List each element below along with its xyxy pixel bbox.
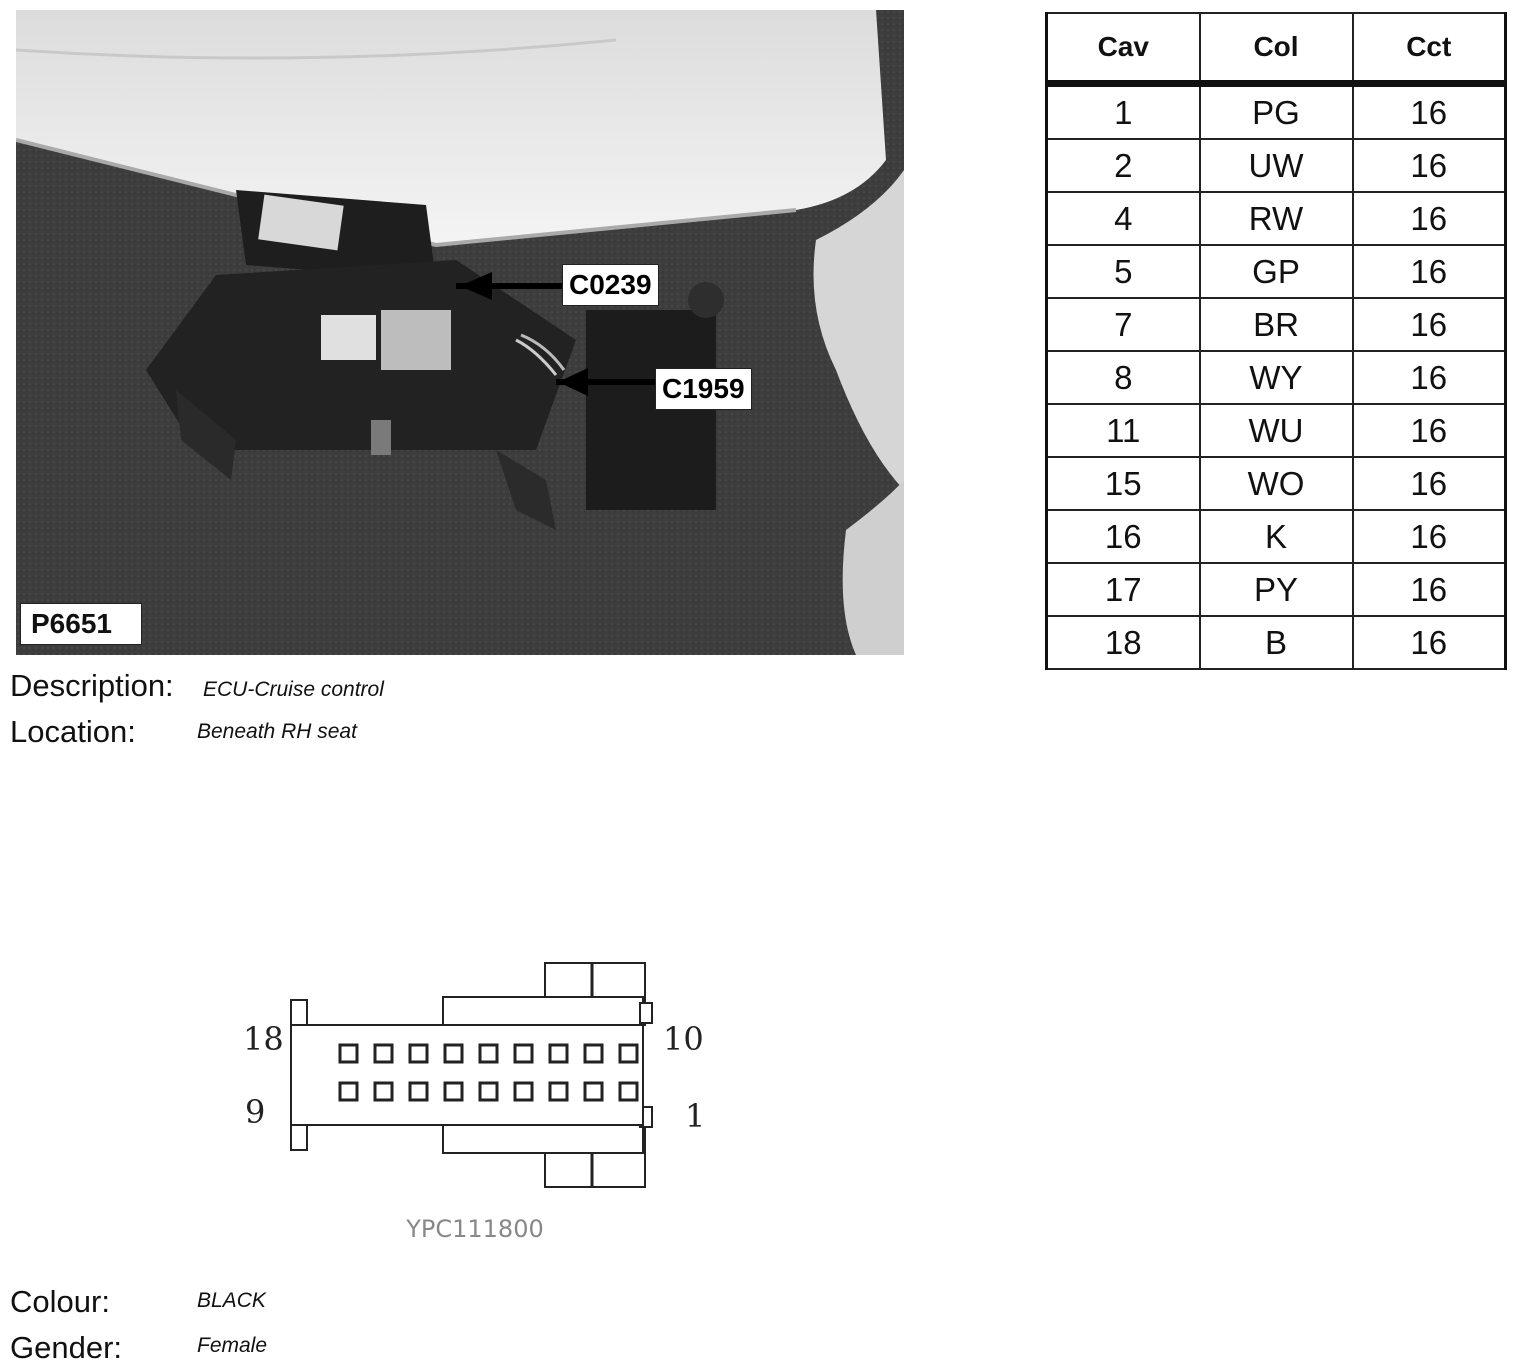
pin-cavity [585,1083,602,1100]
callout-c1959: C1959 [655,368,752,410]
cell-cct: 16 [1353,298,1506,351]
header-cct: Cct [1353,13,1506,84]
cell-cct: 16 [1353,139,1506,192]
cell-col: GP [1200,245,1353,298]
connector-body [291,1025,643,1125]
cell-cav: 7 [1047,298,1200,351]
cell-col: UW [1200,139,1353,192]
pin-cavity [340,1083,357,1100]
table-row [1047,84,1506,140]
cell-cct: 16 [1353,351,1506,404]
component-photo [16,10,904,655]
cell-col: RW [1200,192,1353,245]
table-row [1047,351,1506,404]
cell-cav: 1 [1047,84,1200,140]
table-row [1047,404,1506,457]
top-rib [443,997,643,1025]
cell-col: B [1200,616,1353,669]
colour-value: BLACK [197,1289,266,1312]
gender-label: Gender: [10,1330,123,1365]
location-label: Location: [10,714,136,749]
pin-cavity [375,1083,392,1100]
header-col: Col [1200,13,1353,84]
pin-cavity [550,1045,567,1062]
pin-label-9: 9 [245,1093,266,1131]
pin-cavity [620,1083,637,1100]
pin-table [1045,12,1507,670]
pin-cavity [480,1045,497,1062]
cell-cav: 15 [1047,457,1200,510]
pin-cavity [375,1045,392,1062]
pin-cavity [585,1045,602,1062]
table-row [1047,616,1506,669]
cell-cav: 2 [1047,139,1200,192]
cell-cav: 11 [1047,404,1200,457]
location-value: Beneath RH seat [197,720,357,743]
table-row [1047,457,1506,510]
cell-cav: 4 [1047,192,1200,245]
cell-col: WY [1200,351,1353,404]
pin-label-10: 10 [663,1020,704,1058]
pin-cavity [620,1045,637,1062]
cell-col: WO [1200,457,1353,510]
pin-table-header [1047,13,1506,84]
description-label: Description: [10,668,174,703]
colour-label: Colour: [10,1284,110,1319]
pin-cavity [515,1083,532,1100]
part-number: YPC111800 [406,1215,544,1243]
cell-cct: 16 [1353,245,1506,298]
pin-label-1: 1 [685,1097,706,1135]
cell-cct: 16 [1353,616,1506,669]
connector-diagram [235,955,725,1255]
header-cav: Cav [1047,13,1200,84]
description-value: ECU-Cruise control [203,678,384,701]
photo-reference: P6651 [20,603,142,645]
cell-cct: 16 [1353,563,1506,616]
cell-col: PG [1200,84,1353,140]
cell-cct: 16 [1353,457,1506,510]
pin-cavity [515,1045,532,1062]
cell-col: WU [1200,404,1353,457]
gender-value: Female [197,1334,268,1357]
pin-cavity [340,1045,357,1062]
table-row [1047,139,1506,192]
pin-label-18: 18 [243,1020,284,1058]
photo-illustration [16,10,904,655]
cell-cav: 18 [1047,616,1200,669]
pin-cavity [445,1083,462,1100]
pin-cavity [445,1045,462,1062]
cell-cav: 16 [1047,510,1200,563]
cell-cav: 8 [1047,351,1200,404]
callout-c0239: C0239 [562,264,659,306]
cell-col: K [1200,510,1353,563]
pin-cavity [410,1083,427,1100]
pin-cavity [550,1083,567,1100]
cell-cct: 16 [1353,192,1506,245]
bottom-rib [443,1125,643,1153]
cell-cav: 5 [1047,245,1200,298]
table-row [1047,298,1506,351]
table-row [1047,510,1506,563]
cell-cct: 16 [1353,510,1506,563]
table-row [1047,563,1506,616]
table-row [1047,192,1506,245]
cell-cct: 16 [1353,404,1506,457]
cell-cct: 16 [1353,84,1506,140]
cell-col: PY [1200,563,1353,616]
cell-cav: 17 [1047,563,1200,616]
pin-cavity [480,1083,497,1100]
cell-col: BR [1200,298,1353,351]
pin-cavity [410,1045,427,1062]
table-row [1047,245,1506,298]
